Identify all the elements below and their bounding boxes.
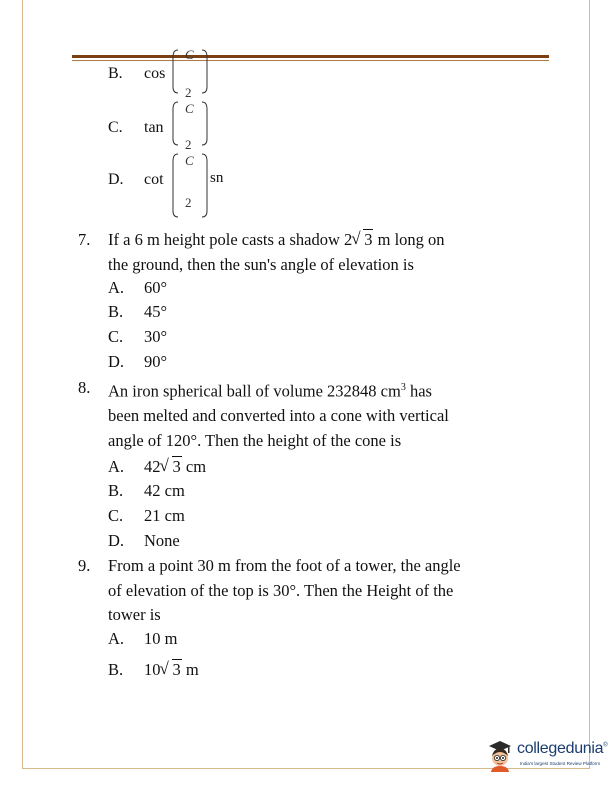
prev-option-d (108, 170, 164, 190)
option-text: 30° (144, 327, 168, 346)
question-9-text (108, 554, 461, 628)
option-text: 42 (144, 457, 161, 476)
option-letter: B. (108, 65, 123, 82)
header-rule (72, 55, 549, 58)
prev-option-c (108, 118, 164, 138)
question-number: 8. (78, 378, 91, 397)
brand-text: collegedunia (517, 740, 604, 757)
option-letter: D. (108, 352, 125, 371)
option-letter: C. (108, 506, 124, 525)
option-letter: A. (108, 629, 125, 648)
option-letter: B. (108, 660, 124, 679)
option-a (108, 278, 167, 298)
page-frame-left (22, 0, 23, 768)
option-d (108, 531, 180, 551)
question-7-text (108, 228, 445, 277)
question-line (108, 228, 445, 253)
option-text: 21 cm (144, 506, 185, 525)
fraction-block (170, 151, 210, 210)
question-line: angle of 120°. Then the height of the cone is (108, 430, 402, 450)
option-letter: B. (108, 302, 124, 321)
option-text: 10 m (144, 629, 178, 648)
option-letter: C. (108, 327, 124, 346)
text-segment: If a 6 m height pole casts a shadow 2 (108, 230, 353, 249)
question-line: From a point 30 m from the foot of a tower, the angle (108, 556, 461, 575)
option-letter: B. (108, 481, 124, 500)
brand-name (517, 740, 607, 758)
option-text: 10 (144, 660, 161, 679)
option-b (108, 660, 199, 680)
fraction-block (170, 99, 210, 152)
option-b (108, 481, 185, 501)
option-letter: D. (108, 531, 125, 550)
mascot-icon (486, 738, 514, 772)
option-b (108, 302, 167, 322)
trig-function: cot (144, 171, 164, 188)
brand-tagline: India's largest Student Review Platform (520, 761, 601, 766)
option-text: 45° (144, 302, 168, 321)
option-letter: A. (108, 278, 125, 297)
square-root (162, 660, 182, 680)
trademark: ® (603, 742, 608, 749)
text-segment: m long on (373, 230, 445, 249)
option-letter: D. (108, 171, 124, 188)
question-line: tower is (108, 605, 161, 624)
question-line: been melted and converted into a cone with vertical (108, 406, 449, 425)
question-number: 7. (78, 230, 91, 249)
option-c (108, 506, 185, 526)
trig-function: tan (144, 119, 164, 136)
radicand: 3 (172, 660, 181, 679)
collegedunia-logo (486, 738, 606, 778)
fraction-numerator: C (185, 101, 194, 116)
option-a (108, 457, 206, 477)
fraction-denominator: 2 (185, 195, 192, 210)
option-text: 60° (144, 278, 168, 297)
fraction-denominator: 2 (185, 137, 192, 152)
page-frame-right (589, 0, 590, 768)
fraction-denominator: 2 (185, 85, 192, 100)
superscript: 3 (400, 382, 406, 393)
header-rule-thin (72, 60, 549, 61)
option-c (108, 327, 167, 347)
trig-function: cos (144, 65, 166, 82)
radicand: 3 (172, 457, 181, 476)
option-text: m (181, 660, 199, 679)
radicand: 3 (364, 230, 373, 249)
garbled-suffix: sn (210, 170, 224, 186)
text-segment: has (405, 381, 432, 401)
square-root (162, 457, 182, 477)
option-text: 42 cm (144, 481, 185, 500)
text-segment: An iron spherical ball of volume 232848 cm (108, 381, 401, 401)
question-number: 9. (78, 556, 91, 575)
option-d (108, 352, 167, 372)
option-text: None (144, 531, 180, 550)
option-text: cm (181, 457, 207, 476)
question-8-text (108, 376, 449, 453)
option-a (108, 629, 177, 649)
option-letter: A. (108, 457, 125, 476)
question-line (108, 376, 449, 404)
fraction-numerator: C (185, 153, 194, 168)
option-letter: C. (108, 119, 123, 136)
square-root (353, 228, 373, 253)
question-line: of elevation of the top is 30°. Then the Height of the (108, 580, 454, 600)
question-line: the ground, then the sun's angle of elevation is (108, 254, 414, 274)
fraction-numerator: C (185, 47, 194, 62)
option-text: 90° (144, 352, 168, 371)
prev-option-b (108, 64, 165, 84)
fraction-block (170, 47, 210, 100)
